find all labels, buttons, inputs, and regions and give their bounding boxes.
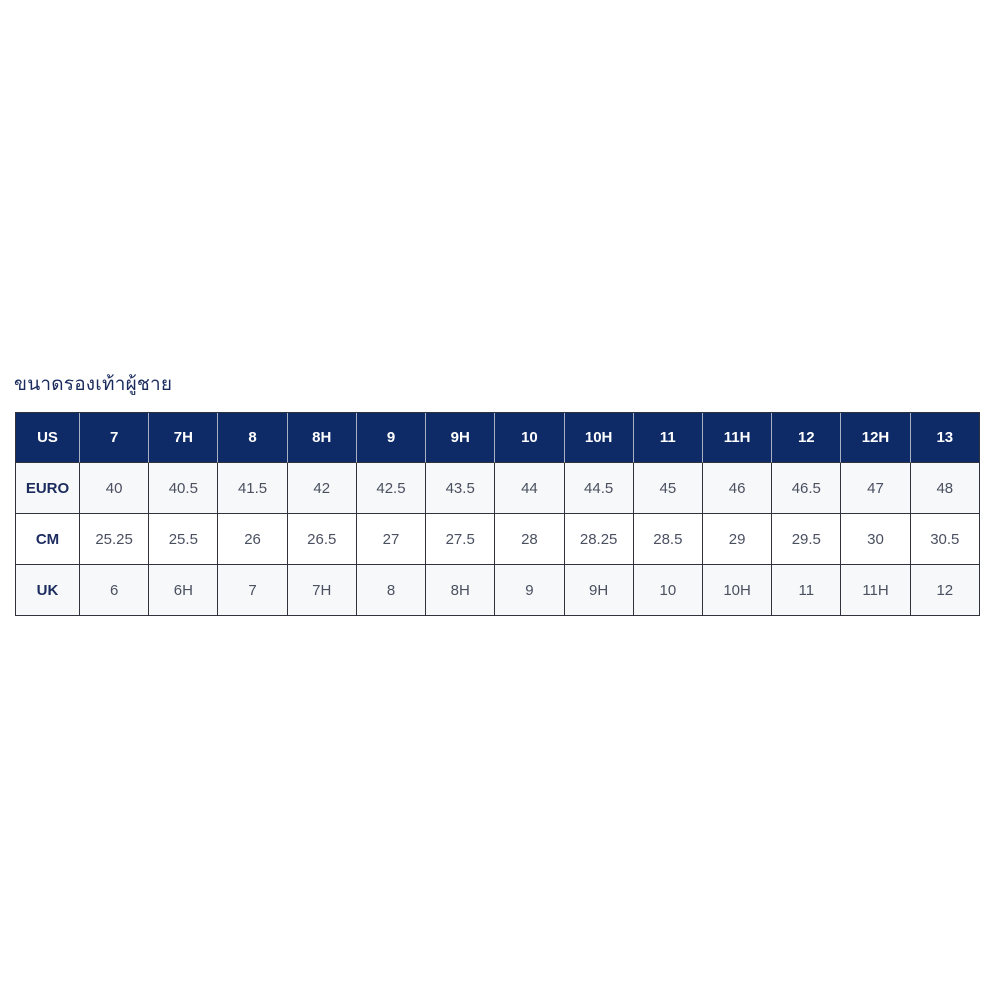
- header-cell-us-size: 9: [357, 413, 426, 463]
- size-value-cell: 29.5: [772, 514, 841, 565]
- header-cell-us-size: 11: [634, 413, 703, 463]
- header-cell-us-size: 12H: [841, 413, 910, 463]
- header-cell-us-size: 8H: [288, 413, 357, 463]
- row-label: EURO: [16, 463, 80, 514]
- size-value-cell: 11: [772, 565, 841, 616]
- size-value-cell: 44: [495, 463, 564, 514]
- size-value-cell: 43.5: [426, 463, 495, 514]
- size-value-cell: 42: [288, 463, 357, 514]
- size-value-cell: 10: [634, 565, 703, 616]
- size-value-cell: 30.5: [911, 514, 980, 565]
- size-value-cell: 6H: [149, 565, 218, 616]
- size-value-cell: 11H: [841, 565, 910, 616]
- header-cell-us-size: 10H: [565, 413, 634, 463]
- size-row-uk: [16, 565, 980, 616]
- size-table-head: [16, 413, 980, 463]
- size-value-cell: 7: [218, 565, 287, 616]
- size-value-cell: 9: [495, 565, 564, 616]
- size-value-cell: 42.5: [357, 463, 426, 514]
- size-value-cell: 47: [841, 463, 910, 514]
- size-value-cell: 46: [703, 463, 772, 514]
- size-value-cell: 46.5: [772, 463, 841, 514]
- size-table-header-row: [16, 413, 980, 463]
- header-cell-us-size: 12: [772, 413, 841, 463]
- size-row-cm: [16, 514, 980, 565]
- header-cell-us-label: US: [16, 413, 80, 463]
- size-value-cell: 30: [841, 514, 910, 565]
- size-value-cell: 28.25: [565, 514, 634, 565]
- size-value-cell: 12: [911, 565, 980, 616]
- size-row-euro: [16, 463, 980, 514]
- size-value-cell: 28.5: [634, 514, 703, 565]
- size-value-cell: 45: [634, 463, 703, 514]
- header-cell-us-size: 10: [495, 413, 564, 463]
- size-value-cell: 26.5: [288, 514, 357, 565]
- header-cell-us-size: 7: [80, 413, 149, 463]
- size-value-cell: 27: [357, 514, 426, 565]
- size-value-cell: 10H: [703, 565, 772, 616]
- header-cell-us-size: 7H: [149, 413, 218, 463]
- size-value-cell: 8: [357, 565, 426, 616]
- size-value-cell: 25.5: [149, 514, 218, 565]
- size-value-cell: 28: [495, 514, 564, 565]
- size-chart-table-container: [15, 412, 980, 616]
- size-chart-title: ขนาดรองเท้าผู้ชาย: [14, 374, 173, 395]
- size-value-cell: 44.5: [565, 463, 634, 514]
- size-value-cell: 40: [80, 463, 149, 514]
- size-value-cell: 9H: [565, 565, 634, 616]
- size-value-cell: 29: [703, 514, 772, 565]
- size-value-cell: 6: [80, 565, 149, 616]
- size-value-cell: 26: [218, 514, 287, 565]
- row-label: CM: [16, 514, 80, 565]
- size-value-cell: 41.5: [218, 463, 287, 514]
- size-value-cell: 40.5: [149, 463, 218, 514]
- header-cell-us-size: 13: [911, 413, 980, 463]
- size-value-cell: 27.5: [426, 514, 495, 565]
- size-value-cell: 8H: [426, 565, 495, 616]
- header-cell-us-size: 8: [218, 413, 287, 463]
- header-cell-us-size: 9H: [426, 413, 495, 463]
- header-cell-us-size: 11H: [703, 413, 772, 463]
- size-value-cell: 48: [911, 463, 980, 514]
- size-chart-table: [15, 412, 980, 616]
- size-table-body: [16, 463, 980, 616]
- row-label: UK: [16, 565, 80, 616]
- size-value-cell: 7H: [288, 565, 357, 616]
- size-value-cell: 25.25: [80, 514, 149, 565]
